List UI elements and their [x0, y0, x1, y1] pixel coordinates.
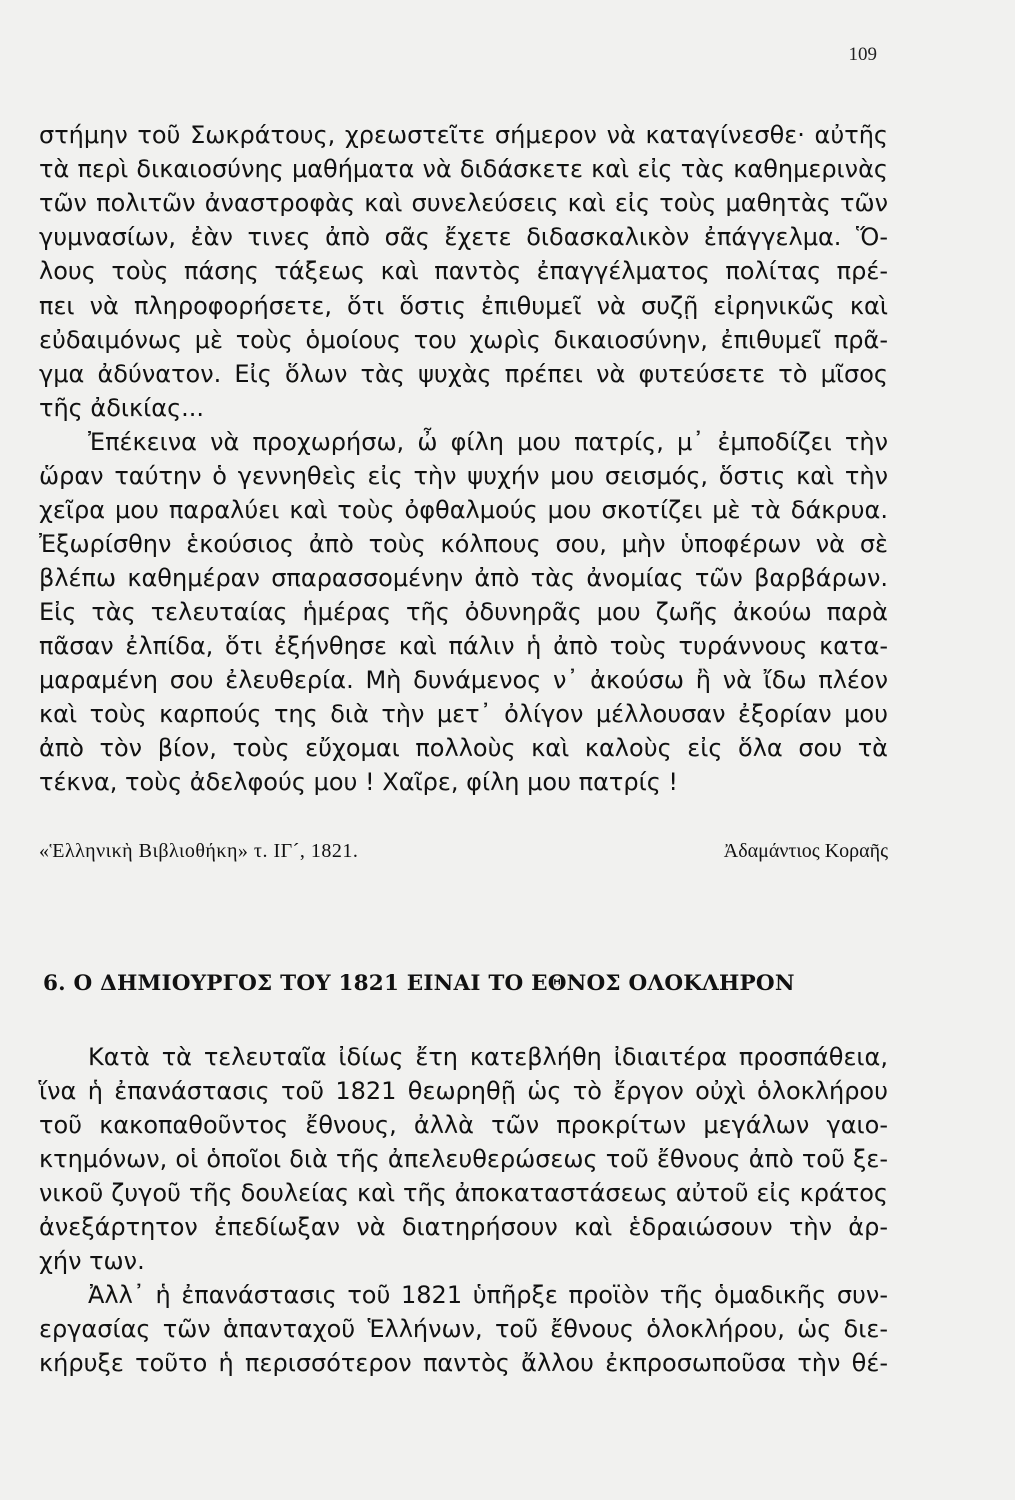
text-line: εὐδαιμόνως μὲ τοὺς ὁμοίους του χωρὶς δικαιοσύνην, ἐπιθυμεῖ πρᾶ- — [39, 326, 888, 354]
text-line: Ἐπέκεινα νὰ προχωρήσω, ὦ φίλη μου πατρίς, μ᾽ ἐμποδίζει τὴν — [88, 428, 888, 456]
text-line: πᾶσαν ἐλπίδα, ὅτι ἐξήνθησε καὶ πάλιν ἡ ἀπὸ τοὺς τυράννους κατα- — [39, 632, 888, 660]
text-line: γμα ἀδύνατον. Εἰς ὅλων τὰς ψυχὰς πρέπει νὰ φυτεύσετε τὸ μῖσος — [39, 360, 888, 388]
text-line: γυμνασίων, ἐὰν τινες ἀπὸ σᾶς ἔχετε διδασκαλικὸν ἐπάγγελμα. Ὅ- — [39, 223, 888, 251]
text-line: ὥραν ταύτην ὁ γεννηθεὶς εἰς τὴν ψυχήν μου σεισμός, ὅστις καὶ τὴν — [39, 462, 888, 490]
text-line: πει νὰ πληροφορήσετε, ὅτι ὅστις ἐπιθυμεῖ νὰ συζῇ εἰρηνικῶς καὶ — [39, 292, 888, 320]
text-line: τῆς ἀδικίας... — [39, 394, 205, 422]
text-line: στήμην τοῦ Σωκράτους, χρεωστεῖτε σήμερον νὰ καταγίνεσθε· αὐτῆς — [39, 121, 888, 149]
text-line: κήρυξε τοῦτο ἡ περισσότερον παντὸς ἄλλου ἐκπροσωποῦσα τὴν θέ- — [39, 1349, 888, 1377]
text-line: νικοῦ ζυγοῦ τῆς δουλείας καὶ τῆς ἀποκαταστάσεως αὐτοῦ εἰς κράτος — [39, 1179, 888, 1207]
text-line: τὰ περὶ δικαιοσύνης μαθήματα νὰ διδάσκετε καὶ εἰς τὰς καθημερινὰς — [39, 155, 888, 183]
text-line: τέκνα, τοὺς ἀδελφούς μου ! Χαῖρε, φίλη μου πατρίς ! — [39, 768, 679, 796]
text-line: Εἰς τὰς τελευταίας ἡμέρας τῆς ὀδυνηρᾶς μου ζωῆς ἀκούω παρὰ — [39, 598, 888, 626]
text-line: κτημόνων, οἱ ὁποῖοι διὰ τῆς ἀπελευθερώσεως τοῦ ἔθνους ἀπὸ τοῦ ξε- — [39, 1145, 888, 1173]
text-line: ἀνεξάρτητον ἐπεδίωξαν νὰ διατηρήσουν καὶ ἑδραιώσουν τὴν ἀρ- — [39, 1213, 888, 1241]
citation-author: Ἀδαμάντιος Κοραῆς — [723, 840, 888, 862]
text-line: λους τοὺς πάσης τάξεως καὶ παντὸς ἐπαγγέλματος πολίτας πρέ- — [39, 257, 888, 285]
text-line: Κατὰ τὰ τελευταῖα ἰδίως ἔτη κατεβλήθη ἰδιαιτέρα προσπάθεια, — [88, 1043, 888, 1071]
text-line: χήν των. — [39, 1247, 145, 1275]
text-line: μαραμένη σου ἐλευθερία. Μὴ δυνάμενος ν᾽ ἀκούσω ἢ νὰ ἴδω πλέον — [39, 666, 888, 694]
text-line: καὶ τοὺς καρπούς της διὰ τὴν μετ᾽ ὀλίγον μέλλουσαν ἐξορίαν μου — [39, 700, 888, 728]
text-line: ἀπὸ τὸν βίον, τοὺς εὔχομαι πολλοὺς καὶ καλοὺς εἰς ὅλα σου τὰ — [39, 734, 888, 762]
text-line: βλέπω καθημέραν σπαρασσομένην ἀπὸ τὰς ἀνομίας τῶν βαρβάρων. — [39, 564, 888, 592]
text-line: χεῖρα μου παραλύει καὶ τοὺς ὀφθαλμούς μου σκοτίζει μὲ τὰ δάκρυα. — [39, 496, 888, 524]
text-line: εργασίας τῶν ἁπανταχοῦ Ἑλλήνων, τοῦ ἔθνους ὁλοκλήρου, ὡς διε- — [39, 1315, 888, 1343]
citation-source: «Ἑλληνικὴ Βιβλιοθήκη» τ. ΙΓ´, 1821. — [39, 840, 359, 862]
text-line: ἵνα ἡ ἐπανάστασις τοῦ 1821 θεωρηθῇ ὡς τὸ ἔργον οὐχὶ ὁλοκλήρου — [39, 1077, 888, 1105]
page-number: 109 — [848, 44, 877, 65]
text-line: Ἀλλ᾽ ἡ ἐπανάστασις τοῦ 1821 ὑπῆρξε προϊὸν τῆς ὁμαδικῆς συν- — [88, 1281, 888, 1309]
text-line: τῶν πολιτῶν ἀναστροφὰς καὶ συνελεύσεις καὶ εἰς τοὺς μαθητὰς τῶν — [39, 189, 888, 217]
text-line: τοῦ κακοπαθοῦντος ἔθνους, ἀλλὰ τῶν προκρίτων μεγάλων γαιο- — [39, 1111, 888, 1139]
section-heading: 6. Ο ΔΗΜΙΟΥΡΓΟΣ ΤΟΥ 1821 ΕΙΝΑΙ ΤΟ ΕΘΝΟΣ ΟΛΟΚΛΗΡΟΝ — [43, 971, 795, 996]
text-line: Ἐξωρίσθην ἑκούσιος ἀπὸ τοὺς κόλπους σου, μὴν ὑποφέρων νὰ σὲ — [39, 530, 888, 558]
